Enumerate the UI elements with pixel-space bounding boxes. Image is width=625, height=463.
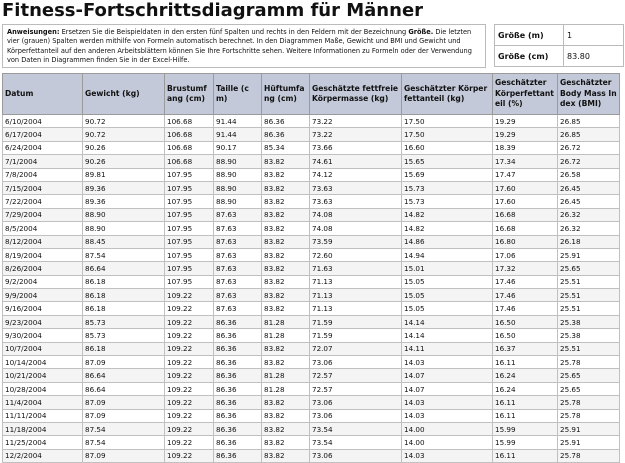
weight-cell[interactable]: 90.26 [83,155,165,168]
waist-cell[interactable]: 87.63 [214,275,262,288]
waist-cell[interactable]: 86.36 [214,436,262,449]
param-value-height-cm[interactable]: 83.80 [564,46,624,67]
body-fat-kg-cell[interactable]: 15.65 [402,155,493,168]
body-fat-pct-cell[interactable]: 18.39 [493,141,558,154]
date-cell[interactable]: 6/10/2004 [3,115,83,128]
chest-cell[interactable]: 109.22 [165,382,214,395]
body-fat-kg-cell[interactable]: 14.82 [402,208,493,221]
column-header-weight[interactable]: Gewicht (kg) [83,74,165,115]
date-cell[interactable]: 11/11/2004 [3,409,83,422]
body-fat-kg-cell[interactable]: 14.00 [402,422,493,435]
chest-cell[interactable]: 107.95 [165,168,214,181]
hip-cell[interactable]: 83.82 [262,195,310,208]
weight-cell[interactable]: 86.64 [83,369,165,382]
table-row [3,195,620,208]
lean-mass-cell[interactable]: 71.59 [310,315,402,328]
weight-cell[interactable]: 86.18 [83,275,165,288]
weight-cell[interactable]: 90.26 [83,141,165,154]
table-row [3,155,620,168]
body-fat-kg-cell[interactable]: 15.73 [402,181,493,194]
chest-cell[interactable]: 107.95 [165,181,214,194]
chest-cell[interactable]: 106.68 [165,141,214,154]
body-fat-kg-cell[interactable]: 14.14 [402,329,493,342]
date-cell[interactable]: 9/23/2004 [3,315,83,328]
chest-cell[interactable]: 109.22 [165,422,214,435]
hip-cell[interactable]: 83.82 [262,449,310,462]
weight-cell[interactable]: 87.09 [83,449,165,462]
hip-cell[interactable]: 83.82 [262,168,310,181]
weight-cell[interactable]: 90.72 [83,128,165,141]
instructions-box[interactable] [2,24,486,68]
date-cell[interactable]: 7/22/2004 [3,195,83,208]
lean-mass-cell[interactable]: 74.61 [310,155,402,168]
table-row [3,289,620,302]
column-header-lean-mass[interactable]: Geschätzte fettfreie Körpermasse (kg) [310,74,402,115]
body-fat-pct-cell[interactable]: 16.11 [493,396,558,409]
date-cell[interactable]: 9/2/2004 [3,275,83,288]
date-cell[interactable]: 11/18/2004 [3,422,83,435]
body-fat-pct-cell[interactable]: 16.24 [493,369,558,382]
table-row [3,342,620,355]
date-cell[interactable]: 9/16/2004 [3,302,83,315]
lean-mass-cell[interactable]: 71.63 [310,262,402,275]
weight-cell[interactable]: 89.36 [83,195,165,208]
hip-cell[interactable]: 83.82 [262,342,310,355]
body-fat-kg-cell[interactable]: 14.07 [402,382,493,395]
hip-cell[interactable]: 83.82 [262,409,310,422]
table-row [3,141,620,154]
lean-mass-cell[interactable]: 71.13 [310,302,402,315]
column-header-hip[interactable]: Hüftumfang (cm) [262,74,310,115]
hip-cell[interactable]: 85.34 [262,141,310,154]
column-header-waist[interactable]: Taille (cm) [214,74,262,115]
table-row [3,128,620,141]
bmi-cell[interactable]: 26.58 [558,168,620,181]
body-fat-kg-cell[interactable]: 14.14 [402,315,493,328]
waist-cell[interactable]: 88.90 [214,155,262,168]
body-fat-kg-cell[interactable]: 14.11 [402,342,493,355]
body-fat-pct-cell[interactable]: 16.50 [493,329,558,342]
bmi-cell[interactable]: 26.72 [558,141,620,154]
param-label-height-cm[interactable]: Größe (cm) [495,46,564,67]
body-fat-kg-cell[interactable]: 15.05 [402,302,493,315]
weight-cell[interactable]: 89.81 [83,168,165,181]
hip-cell[interactable]: 83.82 [262,235,310,248]
hip-cell[interactable]: 81.28 [262,329,310,342]
lean-mass-cell[interactable]: 73.06 [310,409,402,422]
bmi-cell[interactable]: 26.32 [558,222,620,235]
weight-cell[interactable]: 87.54 [83,248,165,261]
body-fat-pct-cell[interactable]: 16.68 [493,208,558,221]
waist-cell[interactable]: 88.90 [214,168,262,181]
waist-cell[interactable]: 88.90 [214,181,262,194]
chest-cell[interactable]: 107.95 [165,235,214,248]
chest-cell[interactable]: 106.68 [165,155,214,168]
chest-cell[interactable]: 109.22 [165,289,214,302]
lean-mass-cell[interactable]: 73.22 [310,128,402,141]
column-header-date[interactable]: Datum [3,74,83,115]
body-fat-kg-cell[interactable]: 15.69 [402,168,493,181]
bmi-cell[interactable]: 25.51 [558,289,620,302]
lean-mass-cell[interactable]: 72.60 [310,248,402,261]
date-cell[interactable]: 8/12/2004 [3,235,83,248]
lean-mass-cell[interactable]: 73.54 [310,422,402,435]
lean-mass-cell[interactable]: 73.06 [310,356,402,369]
chest-cell[interactable]: 109.22 [165,315,214,328]
waist-cell[interactable]: 86.36 [214,342,262,355]
lean-mass-cell[interactable]: 74.08 [310,208,402,221]
lean-mass-cell[interactable]: 73.66 [310,141,402,154]
table-row [3,208,620,221]
bmi-cell[interactable]: 26.45 [558,195,620,208]
lean-mass-cell[interactable]: 73.59 [310,235,402,248]
date-cell[interactable]: 8/19/2004 [3,248,83,261]
weight-cell[interactable]: 86.18 [83,342,165,355]
table-row [3,369,620,382]
lean-mass-cell[interactable]: 71.59 [310,329,402,342]
weight-cell[interactable]: 88.90 [83,208,165,221]
weight-cell[interactable]: 90.72 [83,115,165,128]
lean-mass-cell[interactable]: 71.13 [310,289,402,302]
date-cell[interactable]: 8/26/2004 [3,262,83,275]
body-fat-kg-cell[interactable]: 16.60 [402,141,493,154]
body-fat-pct-cell[interactable]: 15.99 [493,422,558,435]
hip-cell[interactable]: 83.82 [262,436,310,449]
instructions-text-1: Ersetzen Sie die Beispieldaten in den ersten fünf Spalten und rechts in den Feldern mit der Bezeichnung [59,28,409,36]
waist-cell[interactable]: 88.90 [214,195,262,208]
weight-cell[interactable]: 87.54 [83,422,165,435]
body-fat-pct-cell[interactable]: 17.06 [493,248,558,261]
bmi-cell[interactable]: 25.91 [558,248,620,261]
weight-cell[interactable]: 88.90 [83,222,165,235]
bmi-cell[interactable]: 25.51 [558,275,620,288]
bmi-cell[interactable]: 25.38 [558,315,620,328]
chest-cell[interactable]: 106.68 [165,128,214,141]
waist-cell[interactable]: 86.36 [214,396,262,409]
table-row [3,235,620,248]
weight-cell[interactable]: 86.18 [83,289,165,302]
lean-mass-cell[interactable]: 74.08 [310,222,402,235]
body-fat-pct-cell[interactable]: 16.80 [493,235,558,248]
table-row [3,168,620,181]
body-fat-pct-cell[interactable]: 19.29 [493,128,558,141]
column-header-chest[interactable]: Brustumfang (cm) [165,74,214,115]
waist-cell[interactable]: 87.63 [214,235,262,248]
table-row [3,449,620,462]
hip-cell[interactable]: 83.82 [262,356,310,369]
waist-cell[interactable]: 87.63 [214,248,262,261]
lean-mass-cell[interactable]: 74.12 [310,168,402,181]
weight-cell[interactable]: 86.64 [83,382,165,395]
waist-cell[interactable]: 86.36 [214,315,262,328]
date-cell[interactable]: 10/14/2004 [3,356,83,369]
chest-cell[interactable]: 109.22 [165,356,214,369]
date-cell[interactable]: 6/24/2004 [3,141,83,154]
body-fat-pct-cell[interactable]: 17.60 [493,181,558,194]
lean-mass-cell[interactable]: 71.13 [310,275,402,288]
column-header-body-fat-pct[interactable]: Geschätzter Körperfettanteil (%) [493,74,558,115]
date-cell[interactable]: 7/29/2004 [3,208,83,221]
chest-cell[interactable]: 109.22 [165,342,214,355]
body-fat-pct-cell[interactable]: 16.11 [493,449,558,462]
waist-cell[interactable]: 87.63 [214,208,262,221]
hip-cell[interactable]: 83.82 [262,222,310,235]
body-fat-pct-cell[interactable]: 17.46 [493,275,558,288]
body-fat-kg-cell[interactable]: 14.03 [402,449,493,462]
hip-cell[interactable]: 83.82 [262,289,310,302]
table-row [3,356,620,369]
body-fat-kg-cell[interactable]: 15.01 [402,262,493,275]
table-body [3,115,620,463]
table-row [3,329,620,342]
column-header-bmi[interactable]: Geschätzter Body Mass Index (BMI) [558,74,620,115]
table-row [3,409,620,422]
date-cell[interactable]: 9/9/2004 [3,289,83,302]
table-row [3,315,620,328]
lean-mass-cell[interactable]: 73.63 [310,181,402,194]
hip-cell[interactable]: 81.28 [262,382,310,395]
date-cell[interactable]: 7/15/2004 [3,181,83,194]
date-cell[interactable]: 12/2/2004 [3,449,83,462]
instructions-bold-word: Größe. [408,28,434,36]
body-fat-pct-cell[interactable]: 16.11 [493,356,558,369]
bmi-cell[interactable]: 25.78 [558,409,620,422]
instructions-label: Anweisungen: [7,28,60,36]
bmi-cell[interactable]: 26.72 [558,155,620,168]
waist-cell[interactable]: 87.63 [214,222,262,235]
lean-mass-cell[interactable]: 72.07 [310,342,402,355]
date-cell[interactable]: 9/30/2004 [3,329,83,342]
bmi-cell[interactable]: 26.85 [558,128,620,141]
sheet-title: Fitness-Fortschrittsdiagramm für Männer [2,0,424,21]
body-fat-kg-cell[interactable]: 14.03 [402,409,493,422]
body-fat-pct-cell[interactable]: 16.11 [493,409,558,422]
bmi-cell[interactable]: 25.65 [558,382,620,395]
body-fat-kg-cell[interactable]: 15.73 [402,195,493,208]
bmi-cell[interactable]: 25.38 [558,329,620,342]
body-fat-pct-cell[interactable]: 17.46 [493,289,558,302]
body-fat-pct-cell[interactable]: 19.29 [493,115,558,128]
table-row [3,436,620,449]
weight-cell[interactable]: 87.54 [83,436,165,449]
bmi-cell[interactable]: 26.32 [558,208,620,221]
weight-cell[interactable]: 85.73 [83,315,165,328]
bmi-cell[interactable]: 25.51 [558,342,620,355]
hip-cell[interactable]: 83.82 [262,208,310,221]
body-fat-pct-cell[interactable]: 16.50 [493,315,558,328]
bmi-cell[interactable]: 25.65 [558,369,620,382]
lean-mass-cell[interactable]: 73.63 [310,195,402,208]
date-cell[interactable]: 7/8/2004 [3,168,83,181]
waist-cell[interactable]: 91.44 [214,128,262,141]
waist-cell[interactable]: 86.36 [214,409,262,422]
date-cell[interactable]: 6/17/2004 [3,128,83,141]
table-row [3,248,620,261]
waist-cell[interactable]: 86.36 [214,422,262,435]
chest-cell[interactable]: 109.22 [165,396,214,409]
body-fat-pct-cell[interactable]: 16.37 [493,342,558,355]
waist-cell[interactable]: 87.63 [214,289,262,302]
bmi-cell[interactable]: 26.85 [558,115,620,128]
weight-cell[interactable]: 87.09 [83,409,165,422]
chest-cell[interactable]: 109.22 [165,436,214,449]
body-fat-kg-cell[interactable]: 14.03 [402,396,493,409]
date-cell[interactable]: 11/4/2004 [3,396,83,409]
bmi-cell[interactable]: 25.78 [558,449,620,462]
weight-cell[interactable]: 86.18 [83,302,165,315]
bmi-cell[interactable]: 26.45 [558,181,620,194]
hip-cell[interactable]: 83.82 [262,275,310,288]
hip-cell[interactable]: 83.82 [262,248,310,261]
bmi-cell[interactable]: 25.65 [558,262,620,275]
chest-cell[interactable]: 109.22 [165,449,214,462]
bmi-cell[interactable]: 26.18 [558,235,620,248]
body-fat-kg-cell[interactable]: 14.03 [402,356,493,369]
table-header-row [3,74,620,115]
body-fat-kg-cell[interactable]: 14.94 [402,248,493,261]
waist-cell[interactable]: 86.36 [214,382,262,395]
date-cell[interactable]: 11/25/2004 [3,436,83,449]
waist-cell[interactable]: 91.44 [214,115,262,128]
body-fat-pct-cell[interactable]: 17.47 [493,168,558,181]
bmi-cell[interactable]: 25.78 [558,356,620,369]
waist-cell[interactable]: 87.63 [214,262,262,275]
table-row [3,181,620,194]
waist-cell[interactable]: 90.17 [214,141,262,154]
hip-cell[interactable]: 81.28 [262,369,310,382]
hip-cell[interactable]: 83.82 [262,396,310,409]
chest-cell[interactable]: 107.95 [165,222,214,235]
lean-mass-cell[interactable]: 72.57 [310,369,402,382]
table-row [3,275,620,288]
chest-cell[interactable]: 107.95 [165,275,214,288]
waist-cell[interactable]: 86.36 [214,329,262,342]
weight-cell[interactable]: 87.09 [83,396,165,409]
chest-cell[interactable]: 107.95 [165,195,214,208]
body-fat-pct-cell[interactable]: 17.32 [493,262,558,275]
table-row [3,302,620,315]
param-row-height-m [495,25,624,46]
hip-cell[interactable]: 86.36 [262,115,310,128]
chest-cell[interactable]: 107.95 [165,262,214,275]
lean-mass-cell[interactable]: 73.06 [310,449,402,462]
table-row [3,115,620,128]
weight-cell[interactable]: 86.64 [83,262,165,275]
chest-cell[interactable]: 107.95 [165,208,214,221]
lean-mass-cell[interactable]: 73.22 [310,115,402,128]
bmi-cell[interactable]: 25.78 [558,396,620,409]
bmi-cell[interactable]: 25.51 [558,302,620,315]
chest-cell[interactable]: 109.22 [165,302,214,315]
date-cell[interactable]: 10/7/2004 [3,342,83,355]
body-fat-pct-cell[interactable]: 16.24 [493,382,558,395]
hip-cell[interactable]: 81.28 [262,315,310,328]
weight-cell[interactable]: 87.09 [83,356,165,369]
body-fat-pct-cell[interactable]: 17.34 [493,155,558,168]
fitness-data-table [2,73,620,463]
body-fat-kg-cell[interactable]: 15.05 [402,289,493,302]
body-fat-kg-cell[interactable]: 17.50 [402,128,493,141]
body-fat-kg-cell[interactable]: 17.50 [402,115,493,128]
lean-mass-cell[interactable]: 73.54 [310,436,402,449]
chest-cell[interactable]: 109.22 [165,369,214,382]
hip-cell[interactable]: 83.82 [262,155,310,168]
hip-cell[interactable]: 83.82 [262,422,310,435]
body-fat-kg-cell[interactable]: 14.07 [402,369,493,382]
waist-cell[interactable]: 87.63 [214,302,262,315]
param-label-height-m[interactable]: Größe (m) [495,25,564,46]
table-row [3,382,620,395]
body-fat-pct-cell[interactable]: 17.60 [493,195,558,208]
date-cell[interactable]: 7/1/2004 [3,155,83,168]
column-header-body-fat-kg[interactable]: Geschätzter Körperfettanteil (kg) [402,74,493,115]
param-row-height-cm [495,46,624,67]
table-row [3,262,620,275]
weight-cell[interactable]: 85.73 [83,329,165,342]
table-row [3,222,620,235]
weight-cell[interactable]: 88.45 [83,235,165,248]
body-fat-pct-cell[interactable]: 16.68 [493,222,558,235]
param-value-height-m[interactable]: 1 [564,25,624,46]
weight-cell[interactable]: 89.36 [83,181,165,194]
body-fat-kg-cell[interactable]: 14.82 [402,222,493,235]
waist-cell[interactable]: 86.36 [214,369,262,382]
hip-cell[interactable]: 86.36 [262,128,310,141]
hip-cell[interactable]: 83.82 [262,262,310,275]
table-row [3,396,620,409]
chest-cell[interactable]: 107.95 [165,248,214,261]
hip-cell[interactable]: 83.82 [262,181,310,194]
table-row [3,422,620,435]
date-cell[interactable]: 8/5/2004 [3,222,83,235]
body-fat-kg-cell[interactable]: 15.05 [402,275,493,288]
body-fat-pct-cell[interactable]: 17.46 [493,302,558,315]
chest-cell[interactable]: 109.22 [165,329,214,342]
lean-mass-cell[interactable]: 72.57 [310,382,402,395]
bmi-cell[interactable]: 25.91 [558,422,620,435]
waist-cell[interactable]: 86.36 [214,449,262,462]
chest-cell[interactable]: 109.22 [165,409,214,422]
hip-cell[interactable]: 83.82 [262,302,310,315]
bmi-cell[interactable]: 25.91 [558,436,620,449]
body-fat-pct-cell[interactable]: 15.99 [493,436,558,449]
height-params-table [494,24,624,67]
body-fat-kg-cell[interactable]: 14.86 [402,235,493,248]
body-fat-kg-cell[interactable]: 14.00 [402,436,493,449]
instructions-text-2: Die letzten vier (grauen) Spalten werden mithilfe von Formeln automatisch berechnet. In den Diagrammen Maße, Gewicht und BMI und Gewicht und Körperfettanteil auf den anderen Arbeitsblättern können Sie Ihre Fortschritte sehen. Weitere Informationen zu Formeln oder der Verwendung von Daten in Diagrammen finden Sie in der Excel-Hilfe. [7,28,472,65]
waist-cell[interactable]: 86.36 [214,356,262,369]
date-cell[interactable]: 10/28/2004 [3,382,83,395]
lean-mass-cell[interactable]: 73.06 [310,396,402,409]
date-cell[interactable]: 10/21/2004 [3,369,83,382]
chest-cell[interactable]: 106.68 [165,115,214,128]
